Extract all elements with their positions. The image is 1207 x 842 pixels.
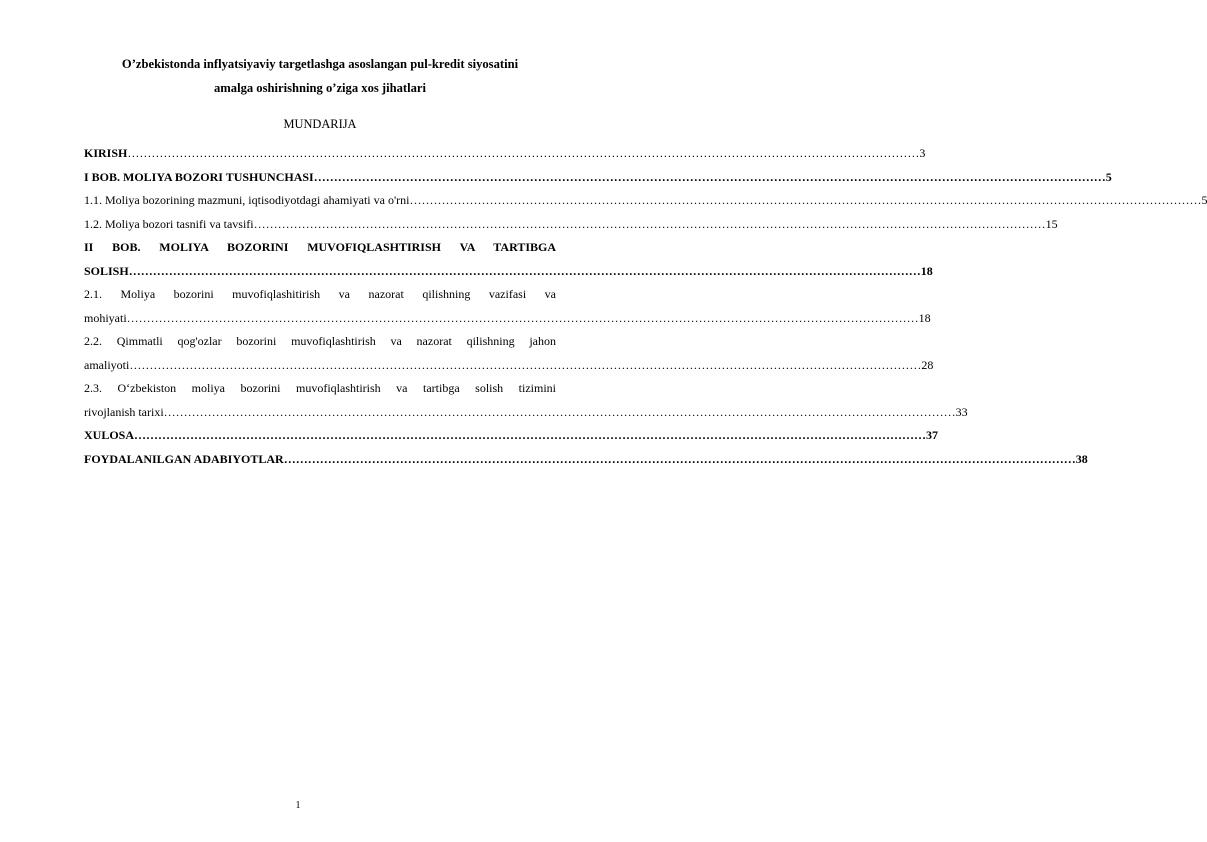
toc-entry-label: FOYDALANILGAN ADABIYOTLAR [84, 451, 284, 466]
toc-entry-label-line-1: 2.3. O‘zbekiston moliya bozorini muvofiqlashtirish va tartibga solish tizimini [84, 381, 556, 395]
toc-entry-section-2-1[interactable] [84, 283, 931, 330]
toc-leader: ……………………………………………………………………………………………………………………………………………………………………………… [313, 169, 1106, 184]
toc-entry-label: KIRISH [84, 146, 128, 160]
toc-leader: ……………………………………………………………………………………………………………………………………………………………………………… [163, 404, 956, 419]
toc-leader: ……………………………………………………………………………………………………………………………………………………………………………… [129, 357, 922, 372]
toc-leader: ……………………………………………………………………………………………………………………………………………………………………………… [283, 451, 1076, 466]
toc-leader: ……………………………………………………………………………………………………………………………………………………………………………… [128, 263, 921, 278]
toc-page-number: 37 [926, 428, 939, 442]
toc-entry-label-line-1: II BOB. MOLIYA BOZORINI MUVOFIQLASHTIRISH VA TARTIBGA [84, 240, 556, 254]
toc-entry-section-1-1[interactable] [84, 189, 1207, 213]
document-title [84, 52, 556, 100]
toc-entry-label-line-1: 2.1. Moliya bozorini muvofiqlashitirish va nazorat qilishning vazifasi va [84, 287, 556, 301]
toc-entry-label: I BOB. MOLIYA BOZORI TUSHUNCHASI [84, 169, 314, 184]
toc-leader: ……………………………………………………………………………………………………………………………………………………………………………… [126, 310, 919, 325]
toc-page-number: 18 [918, 310, 931, 325]
toc-entry-kirish[interactable] [84, 142, 926, 166]
toc-entry-label: 1.1. Moliya bozorining mazmuni, iqtisodiyotdagi ahamiyati va o'rni [84, 193, 410, 207]
toc-entry-section-1-2[interactable] [84, 213, 1058, 237]
title-line-2: amalga oshirishning o’ziga xos jihatlari [213, 81, 426, 95]
contents-heading: MUNDARIJA [283, 117, 357, 131]
toc-entry-chapter-1[interactable] [84, 166, 1112, 190]
toc-entry-label-line-2: rivojlanish tarixi [84, 404, 164, 419]
toc-page-number: 5 [1201, 193, 1207, 207]
toc-page-number: 5 [1105, 169, 1112, 184]
toc-page-number: 33 [955, 404, 968, 419]
toc-page-number: 3 [919, 146, 926, 160]
toc-entry-label-line-1: 2.2. Qimmatli qog'ozlar bozorini muvofiqlashtirish va nazorat qilishning jahon [84, 334, 556, 348]
toc-entry-references[interactable] [84, 448, 1088, 472]
page-number: 1 [295, 800, 301, 811]
toc-entry-label-line-2: SOLISH [84, 263, 129, 278]
toc-leader: ……………………………………………………………………………………………………………………………………………………………………………… [253, 216, 1046, 231]
toc-page-number: 15 [1045, 216, 1058, 231]
toc-leader: ……………………………………………………………………………………………………………………………………………………………………………… [134, 428, 927, 442]
toc-entry-label-line-2: mohiyati [84, 310, 127, 325]
toc-page-number: 18 [920, 263, 933, 278]
toc-entry-label-line-2: amaliyoti [84, 357, 130, 372]
toc-entry-label: 1.2. Moliya bozori tasnifi va tavsifi [84, 216, 254, 231]
toc-leader: ……………………………………………………………………………………………………………………………………………………………………………… [409, 193, 1202, 207]
toc-entry-xulosa[interactable] [84, 424, 939, 448]
toc-entry-chapter-2[interactable] [84, 236, 933, 283]
toc-leader: ……………………………………………………………………………………………………………………………………………………………………………… [127, 146, 920, 160]
toc-entry-section-2-3[interactable] [84, 377, 968, 424]
toc-page-number: 28 [921, 357, 934, 372]
title-line-1: O’zbekistonda inflyatsiyaviy targetlashga asoslangan pul-kredit siyosatini [121, 57, 519, 71]
table-of-contents [84, 142, 1207, 471]
toc-entry-label: XULOSA [84, 428, 135, 442]
toc-entry-section-2-2[interactable] [84, 330, 934, 377]
toc-page-number: 38 [1075, 451, 1088, 466]
